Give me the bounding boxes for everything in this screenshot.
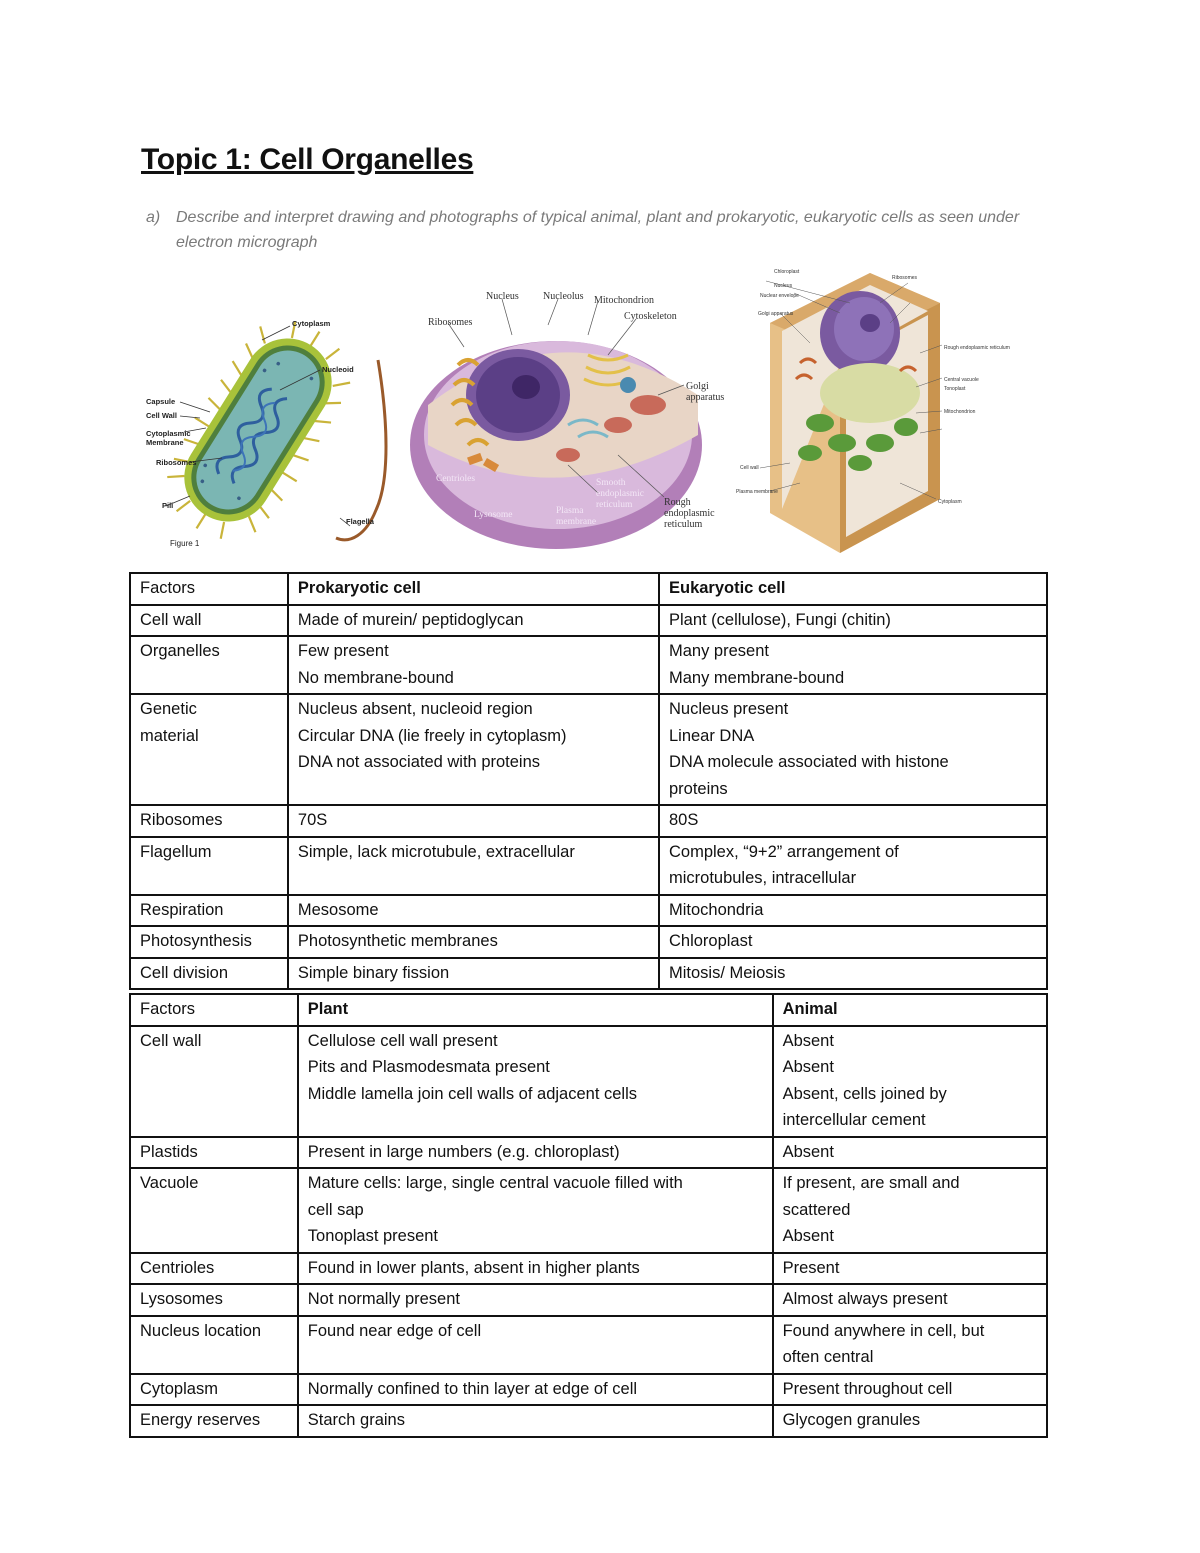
prokaryote-eukaryote-table (129, 572, 1048, 990)
label-nuclear-envelope: Nuclear envelope (760, 293, 799, 299)
cell-line: Mitosis/ Meiosis (668, 963, 786, 982)
header-cell: Eukaryotic cell (659, 573, 1047, 605)
label-chloroplast: Chloroplast (774, 269, 800, 275)
plant-cell-figure (730, 263, 1040, 559)
table-cell (659, 958, 1047, 990)
table-row (130, 895, 1047, 927)
label-plant-rough-er: Rough endoplasmic reticulum (944, 345, 1010, 351)
table-cell (130, 1284, 298, 1316)
table-cell (773, 1253, 1047, 1285)
cell-line: Absent (782, 1031, 834, 1050)
label-golgi: Golgi (686, 381, 709, 392)
cell-line: Glycogen granules (782, 1411, 921, 1429)
cell-line: Plant (cellulose), Fungi (chitin) (668, 610, 891, 629)
cell-line: 80S (668, 811, 699, 829)
header-row (130, 994, 1047, 1026)
cell-line: Present in large numbers (e.g. chloroplast) (307, 1142, 620, 1161)
cell-line: Mesosome (297, 900, 379, 919)
table-row (130, 1405, 1047, 1437)
label-rough-reticulum: reticulum (664, 519, 703, 530)
table-row (130, 694, 1047, 805)
label-nucleoid: Nucleoid (322, 365, 354, 374)
label-cytoplasmic: Cytoplasmic (146, 429, 191, 438)
table-cell (130, 1026, 298, 1137)
cell-line: Simple, lack microtubule, extracellular (297, 842, 575, 861)
label-pili: Pili (162, 501, 174, 510)
table-row (130, 1026, 1047, 1137)
table-cell (288, 837, 659, 895)
cell-line: DNA molecule associated with histone (668, 753, 949, 771)
cell-line: Mitochondria (668, 900, 764, 919)
cell-line: Present (782, 1258, 840, 1277)
table-row (130, 1316, 1047, 1374)
header-cell: Factors (130, 994, 298, 1026)
cell-line: Genetic (140, 700, 197, 718)
table-cell (130, 1137, 298, 1169)
cell-line: Absent (782, 1227, 834, 1245)
cell-line: proteins (668, 779, 728, 798)
header-cell: Animal (773, 994, 1047, 1026)
label-plasma-membrane: membrane (556, 517, 597, 527)
cell-line: Many membrane-bound (668, 668, 845, 687)
cell-line: Absent (782, 1058, 834, 1076)
cell-line: Normally confined to thin layer at edge of cell (307, 1379, 638, 1398)
cell-line: Nucleus location (140, 1321, 262, 1340)
label-cell-wall: Cell Wall (146, 411, 177, 420)
label-cytoplasm: Cytoplasm (292, 319, 331, 328)
cell-line: Vacuole (140, 1174, 199, 1192)
table-cell (659, 895, 1047, 927)
table-cell (130, 1405, 298, 1437)
cell-line: Photosynthetic membranes (297, 932, 498, 950)
cell-line: Circular DNA (lie freely in cytoplasm) (297, 726, 567, 745)
cell-line: Energy reserves (140, 1411, 261, 1429)
table-row (130, 636, 1047, 694)
cell-line: Organelles (140, 642, 220, 660)
label-rough-er: endoplasmic (664, 508, 715, 519)
table-cell (298, 1253, 773, 1285)
label-nucleolus: Nucleolus (543, 291, 584, 302)
cell-line: Simple binary fission (297, 963, 450, 982)
label-ribosomes: Ribosomes (428, 317, 473, 328)
cell-line: often central (782, 1348, 874, 1366)
cell-line: Absent (782, 1142, 834, 1161)
cell-line: Tonoplast present (307, 1227, 439, 1245)
table-cell (773, 1137, 1047, 1169)
table-cell (773, 1405, 1047, 1437)
label-lysosome: Lysosome (474, 510, 513, 520)
cell-line: If present, are small and (782, 1174, 960, 1192)
cell-line: Complex, “9+2” arrangement of (668, 842, 899, 861)
cell-line: Almost always present (782, 1290, 948, 1308)
cell-line: Cytoplasm (140, 1379, 218, 1398)
label-capsule: Capsule (146, 397, 176, 406)
table-cell (130, 1316, 298, 1374)
objective (146, 205, 1036, 255)
table-cell (288, 926, 659, 958)
cell-line: No membrane-bound (297, 668, 454, 687)
cell-line: Photosynthesis (140, 932, 252, 950)
cell-line: Chloroplast (668, 932, 753, 950)
table-cell (298, 1316, 773, 1374)
cell-line: Respiration (140, 900, 224, 919)
table-cell (298, 1405, 773, 1437)
table-row (130, 1168, 1047, 1253)
table-cell (659, 694, 1047, 805)
cell-line: Cellulose cell wall present (307, 1031, 498, 1050)
table-cell (773, 1284, 1047, 1316)
table-cell (288, 605, 659, 637)
header-cell: Factors (130, 573, 288, 605)
page-title: Topic 1: Cell Organelles (141, 143, 474, 176)
cell-line: Found in lower plants, absent in higher plants (307, 1258, 640, 1277)
table-cell (130, 837, 288, 895)
table-row (130, 1284, 1047, 1316)
table-cell (298, 1137, 773, 1169)
header-row (130, 573, 1047, 605)
prokaryotic-cell-figure (140, 300, 402, 552)
objective-marker: a) (146, 209, 161, 226)
cell-line: Made of murein/ peptidoglycan (297, 610, 524, 629)
cell-line: cell sap (307, 1200, 364, 1219)
label-plant-cell-wall: Cell wall (740, 465, 759, 471)
label-membrane: Membrane (146, 438, 184, 447)
table-row (130, 958, 1047, 990)
table-cell (130, 1253, 298, 1285)
table-cell (773, 1316, 1047, 1374)
cell-line: DNA not associated with proteins (297, 753, 541, 771)
cell-line: microtubules, intracellular (668, 869, 857, 887)
label-rough: Rough (664, 497, 691, 508)
table-cell (130, 1374, 298, 1406)
cell-line: Nucleus present (668, 700, 789, 718)
table-cell (130, 926, 288, 958)
table-cell (288, 805, 659, 837)
table-cell (130, 605, 288, 637)
header-cell: Plant (298, 994, 773, 1026)
table-cell (130, 958, 288, 990)
table-cell (659, 636, 1047, 694)
objective-text: Describe and interpret drawing and photographs of typical animal, plant and prokaryotic, eukaryotic cells as seen under electron micrograph (176, 209, 1020, 251)
table-cell (773, 1026, 1047, 1137)
label-plant-plasma-membrane: Plasma membrane (736, 489, 778, 495)
cell-line: Nucleus absent, nucleoid region (297, 700, 533, 718)
table-row (130, 1253, 1047, 1285)
cell-line: Lysosomes (140, 1290, 223, 1308)
label-plant-cytoplasm: Cytoplasm (938, 499, 962, 505)
cell-line: material (140, 726, 199, 745)
table-cell (288, 636, 659, 694)
label-plant-mitochondrion: Mitochondrion (944, 409, 976, 415)
table-cell (659, 805, 1047, 837)
table-cell (288, 895, 659, 927)
table-cell (659, 926, 1047, 958)
label-plant-ribosomes: Ribosomes (892, 275, 918, 281)
label-smooth: Smooth (596, 478, 626, 488)
table-cell (288, 694, 659, 805)
cell-line: Cell wall (140, 1031, 202, 1050)
label-flagella: Flagella (346, 517, 374, 526)
cell-line: Middle lamella join cell walls of adjacent cells (307, 1084, 638, 1103)
label-plant-golgi: Golgi apparatus (758, 311, 794, 317)
cell-line: Flagellum (140, 842, 212, 861)
table-cell (130, 694, 288, 805)
label-cytoskeleton: Cytoskeleton (624, 311, 677, 322)
cell-line: Few present (297, 642, 389, 660)
label-mitochondrion: Mitochondrion (594, 295, 654, 306)
table-cell (130, 636, 288, 694)
cell-line: Linear DNA (668, 726, 755, 745)
label-ribosomes: Ribosomes (156, 458, 197, 467)
table-cell (298, 1168, 773, 1253)
label-centrioles: Centrioles (436, 474, 476, 484)
cell-line: Cell division (140, 963, 229, 982)
figure-caption: Figure 1 (170, 539, 200, 548)
table-cell (298, 1026, 773, 1137)
animal-cell-figure (408, 285, 730, 553)
table-cell (298, 1284, 773, 1316)
table-cell (130, 895, 288, 927)
table-row (130, 1374, 1047, 1406)
cell-line: Present throughout cell (782, 1379, 953, 1398)
table-cell (130, 805, 288, 837)
table-cell (659, 837, 1047, 895)
label-nucleus: Nucleus (486, 291, 519, 302)
plant-animal-table (129, 993, 1048, 1438)
table-cell (659, 605, 1047, 637)
cell-line: Not normally present (307, 1290, 460, 1308)
table-cell (130, 1168, 298, 1253)
label-tonoplast: Tonoplast (944, 386, 966, 392)
cell-line: Many present (668, 642, 769, 660)
label-plant-nucleus: Nucleus (774, 283, 793, 289)
table-cell (773, 1168, 1047, 1253)
label-plasma: Plasma (556, 506, 584, 516)
header-cell: Prokaryotic cell (288, 573, 659, 605)
cell-line: scattered (782, 1200, 851, 1219)
table-row (130, 605, 1047, 637)
cell-line: Found near edge of cell (307, 1321, 482, 1340)
cell-line: Starch grains (307, 1411, 405, 1429)
cell-line: Pits and Plasmodesmata present (307, 1058, 550, 1076)
label-apparatus: apparatus (686, 392, 725, 403)
cell-line: Plastids (140, 1142, 198, 1161)
cell-line: Mature cells: large, single central vacuole filled with (307, 1174, 683, 1192)
cell-line: Centrioles (140, 1258, 215, 1277)
cell-line: Cell wall (140, 610, 202, 629)
table-row (130, 805, 1047, 837)
table-cell (773, 1374, 1047, 1406)
table-row (130, 1137, 1047, 1169)
cell-line: Found anywhere in cell, but (782, 1321, 985, 1340)
cell-line: 70S (297, 811, 328, 829)
label-smooth-reticulum: reticulum (596, 500, 633, 510)
label-central-vacuole: Central vacuole (944, 377, 979, 383)
cell-line: Absent, cells joined by (782, 1084, 947, 1103)
table-row (130, 926, 1047, 958)
table-cell (298, 1374, 773, 1406)
table-row (130, 837, 1047, 895)
table-cell (288, 958, 659, 990)
label-smooth-er: endoplasmic (596, 489, 645, 499)
cell-line: Ribosomes (140, 811, 223, 829)
cell-line: intercellular cement (782, 1111, 926, 1129)
